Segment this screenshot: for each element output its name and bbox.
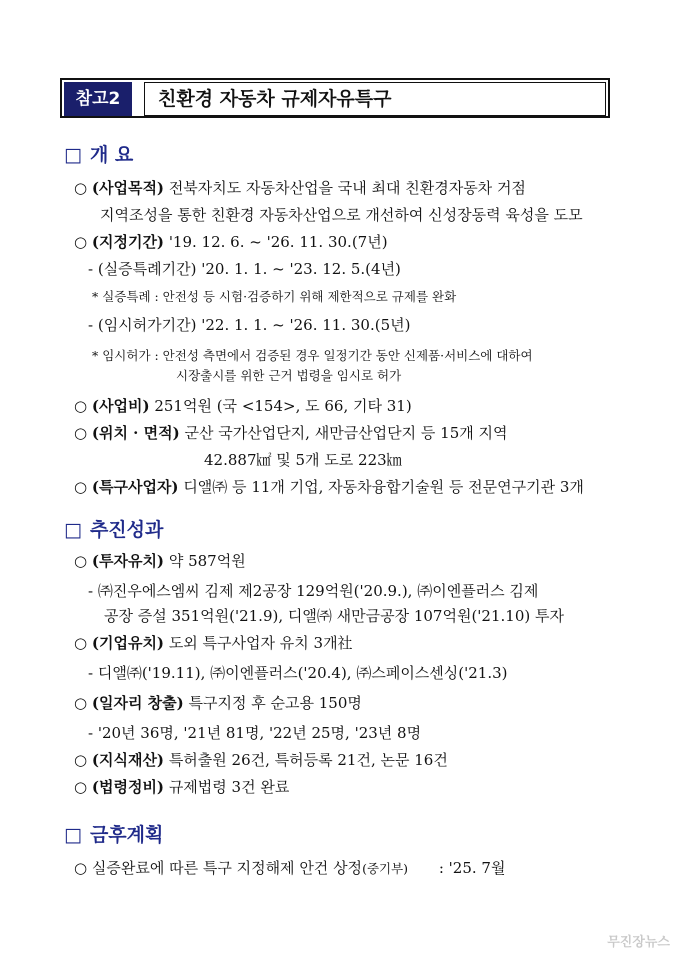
item-text: 251억원 (국 <154>, 도 66, 기타 31): [154, 397, 412, 415]
item-note: (중기부): [362, 861, 409, 876]
list-item: [74, 632, 353, 653]
list-item: [74, 749, 448, 770]
item-text: 군산 국가산업단지, 새만금산업단지 등 15개 지역: [184, 424, 508, 442]
circle-bullet-icon: ○: [74, 634, 88, 652]
item-label: (기업유치): [91, 634, 165, 652]
item-label: (지정기간): [91, 233, 165, 251]
item-text: 도외 특구사업자 유치 3개社: [168, 634, 353, 652]
section-plan-heading: [64, 820, 163, 847]
reference-tag: 참고2: [64, 82, 132, 116]
square-bullet-icon: □: [64, 519, 82, 541]
item-label: (일자리 창출): [91, 694, 184, 712]
list-item: [74, 422, 508, 443]
section-overview-heading: [64, 140, 133, 167]
list-item: [74, 395, 412, 416]
section-title: 개 요: [89, 144, 134, 166]
circle-bullet-icon: ○: [74, 424, 88, 442]
page-title: 친환경 자동차 규제자유특구: [158, 88, 392, 110]
list-item: [74, 231, 388, 252]
sub-item: - (실증특례기간) '20. 1. 1. ~ '23. 12. 5.(4년): [88, 260, 401, 278]
item-text: 약 587억원: [168, 552, 246, 570]
circle-bullet-icon: ○: [74, 778, 88, 796]
footnote: * 임시허가 : 안전성 측면에서 검증된 경우 일정기간 동안 신제품·서비스에 대하여: [92, 348, 533, 363]
circle-bullet-icon: ○: [74, 179, 88, 197]
item-label: (법령정비): [91, 778, 165, 796]
list-item: [74, 692, 362, 713]
sub-item: - (임시허가기간) '22. 1. 1. ~ '26. 11. 30.(5년): [88, 316, 411, 334]
item-text-cont: 42.887㎢ 및 5개 도로 223㎞: [204, 451, 402, 469]
item-label: (특구사업자): [91, 478, 179, 496]
item-text: 디앨㈜ 등 11개 기업, 자동차융합기술원 등 전문연구기관 3개: [183, 478, 584, 496]
list-item: [74, 177, 526, 198]
item-text: 전북자치도 자동차산업을 국내 최대 친환경자동차 거점: [168, 179, 526, 197]
footnote-cont: 시장출시를 위한 근거 법령을 임시로 허가: [176, 368, 402, 383]
item-label: (지식재산): [91, 751, 165, 769]
sub-item-cont: 공장 증설 351억원('21.9), 디앨㈜ 새만금공장 107억원('21.10) 투자: [104, 607, 564, 625]
section-title: 추진성과: [89, 519, 164, 541]
circle-bullet-icon: ○: [74, 233, 88, 251]
circle-bullet-icon: ○: [74, 552, 88, 570]
item-label: (위치 · 면적): [91, 424, 180, 442]
circle-bullet-icon: ○: [74, 751, 88, 769]
watermark-logo: 무진장뉴스: [607, 935, 670, 950]
section-results-heading: [64, 515, 163, 542]
item-text: 특허출원 26건, 특허등록 21건, 논문 16건: [168, 751, 448, 769]
footnote: * 실증특례 : 안전성 등 시험·검증하기 위해 제한적으로 규제를 완화: [92, 289, 457, 304]
sub-item: - ㈜진우에스엠씨 김제 제2공장 129억원('20.9.), ㈜이엔플러스 김제: [88, 582, 539, 600]
item-date: : '25. 7월: [438, 859, 506, 877]
list-item: [74, 776, 289, 797]
item-text: 규제법령 3건 완료: [168, 778, 290, 796]
item-label: (사업비): [91, 397, 150, 415]
sub-item: - '20년 36명, '21년 81명, '22년 25명, '23년 8명: [88, 724, 422, 742]
circle-bullet-icon: ○: [74, 397, 88, 415]
item-text: '19. 12. 6. ~ '26. 11. 30.(7년): [168, 233, 388, 251]
square-bullet-icon: □: [64, 824, 82, 846]
circle-bullet-icon: ○: [74, 859, 88, 877]
item-label: (투자유치): [91, 552, 165, 570]
item-text-cont: 지역조성을 통한 친환경 자동차산업으로 개선하여 신성장동력 육성을 도모: [100, 206, 583, 224]
square-bullet-icon: □: [64, 144, 82, 166]
item-label: (사업목적): [91, 179, 165, 197]
item-text: 실증완료에 따른 특구 지정해제 안건 상정: [91, 859, 363, 877]
item-text: 특구지정 후 순고용 150명: [188, 694, 362, 712]
list-item: [74, 476, 584, 497]
circle-bullet-icon: ○: [74, 478, 88, 496]
sub-item: - 디앨㈜('19.11), ㈜이엔플러스('20.4), ㈜스페이스센싱('21.3): [88, 664, 508, 682]
circle-bullet-icon: ○: [74, 694, 88, 712]
list-item: [74, 857, 505, 878]
section-title: 금후계획: [89, 824, 164, 846]
list-item: [74, 550, 246, 571]
